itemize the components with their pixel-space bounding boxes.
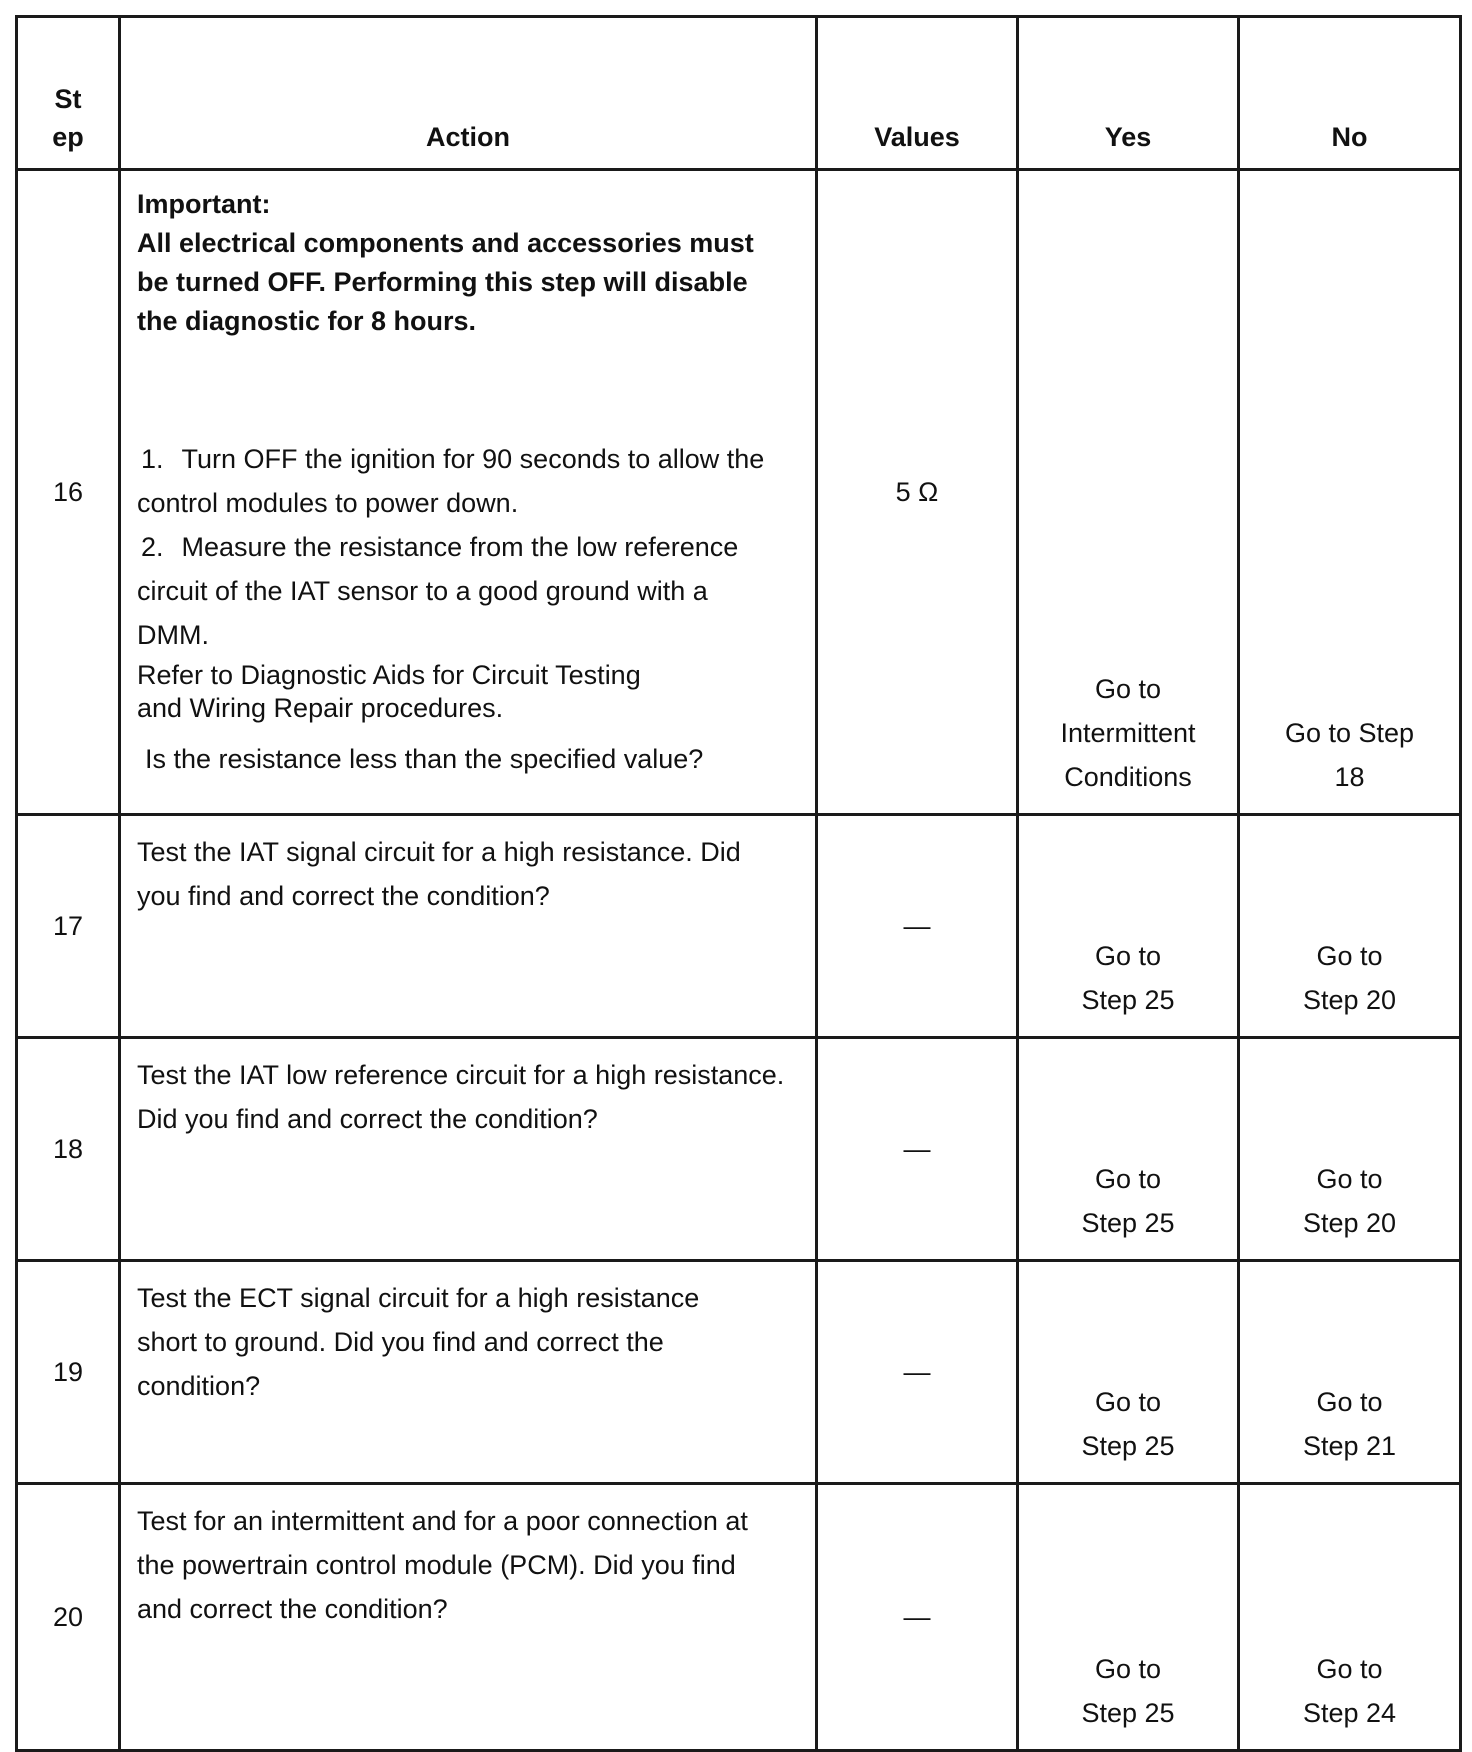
question-text: Is the resistance less than the specified value? bbox=[145, 744, 704, 774]
list-item bbox=[137, 437, 805, 525]
yes-cell bbox=[1018, 1038, 1239, 1261]
diagnostic-table bbox=[15, 15, 1462, 1752]
header-step bbox=[17, 17, 120, 170]
reference-note: Refer to Diagnostic Aids for Circuit Testing and Wiring Repair procedures. bbox=[137, 660, 641, 723]
spacer bbox=[137, 341, 805, 437]
yes-text: Go to Intermittent Conditions bbox=[1060, 674, 1196, 792]
no-cell bbox=[1239, 1038, 1461, 1261]
values-cell: — bbox=[817, 1038, 1018, 1261]
yes-cell bbox=[1018, 1261, 1239, 1484]
no-text: Go to Step 24 bbox=[1302, 1654, 1397, 1728]
table-row bbox=[17, 1261, 1461, 1484]
yes-text: Go to Step 25 bbox=[1081, 1164, 1175, 1238]
yes-cell bbox=[1018, 170, 1239, 815]
no-cell bbox=[1239, 1484, 1461, 1751]
yes-cell bbox=[1018, 815, 1239, 1038]
header-step-label: St ep bbox=[52, 84, 84, 152]
important-label: Important: bbox=[137, 189, 271, 219]
no-cell bbox=[1239, 170, 1461, 815]
header-no: No bbox=[1239, 17, 1461, 170]
header-action: Action bbox=[120, 17, 817, 170]
yes-cell bbox=[1018, 1484, 1239, 1751]
no-text: Go to Step 18 bbox=[1284, 718, 1415, 792]
step-cell: 20 bbox=[17, 1484, 120, 1751]
list-item-number: 1. bbox=[141, 444, 164, 474]
list-item-text: Turn OFF the ignition for 90 seconds to allow the control modules to power down. bbox=[137, 444, 765, 518]
table-row bbox=[17, 170, 1461, 815]
action-cell: Test the ECT signal circuit for a high resistance short to ground. Did you find and correct the condition? bbox=[120, 1261, 817, 1484]
no-cell bbox=[1239, 815, 1461, 1038]
table-row bbox=[17, 1484, 1461, 1751]
list-item-number: 2. bbox=[141, 532, 164, 562]
action-cell: Test for an intermittent and for a poor connection at the powertrain control module (PCM). Did you find and correct the condition? bbox=[120, 1484, 817, 1751]
step-cell: 17 bbox=[17, 815, 120, 1038]
action-cell: Test the IAT low reference circuit for a high resistance. Did you find and correct the condition? bbox=[120, 1038, 817, 1261]
values-cell: — bbox=[817, 815, 1018, 1038]
step-cell: 16 bbox=[17, 170, 120, 815]
important-text: All electrical components and accessories must be turned OFF. Performing this step will disable the diagnostic for 8 hours. bbox=[137, 228, 754, 336]
no-text: Go to Step 20 bbox=[1302, 941, 1397, 1015]
table-row bbox=[17, 815, 1461, 1038]
yes-text: Go to Step 25 bbox=[1081, 941, 1175, 1015]
step-cell: 19 bbox=[17, 1261, 120, 1484]
no-cell bbox=[1239, 1261, 1461, 1484]
list-item bbox=[137, 525, 805, 657]
yes-text: Go to Step 25 bbox=[1081, 1654, 1175, 1728]
header-row bbox=[17, 17, 1461, 170]
action-cell: Test the IAT signal circuit for a high resistance. Did you find and correct the condition? bbox=[120, 815, 817, 1038]
yes-text: Go to Step 25 bbox=[1081, 1387, 1175, 1461]
header-yes: Yes bbox=[1018, 17, 1239, 170]
action-cell bbox=[120, 170, 817, 815]
step-cell: 18 bbox=[17, 1038, 120, 1261]
values-cell: — bbox=[817, 1261, 1018, 1484]
no-text: Go to Step 21 bbox=[1302, 1387, 1397, 1461]
no-text: Go to Step 20 bbox=[1302, 1164, 1397, 1238]
values-cell: — bbox=[817, 1484, 1018, 1751]
list-item-text: Measure the resistance from the low reference circuit of the IAT sensor to a good ground with a DMM. bbox=[137, 532, 739, 650]
values-cell: 5 Ω bbox=[817, 170, 1018, 815]
header-values: Values bbox=[817, 17, 1018, 170]
table-row bbox=[17, 1038, 1461, 1261]
